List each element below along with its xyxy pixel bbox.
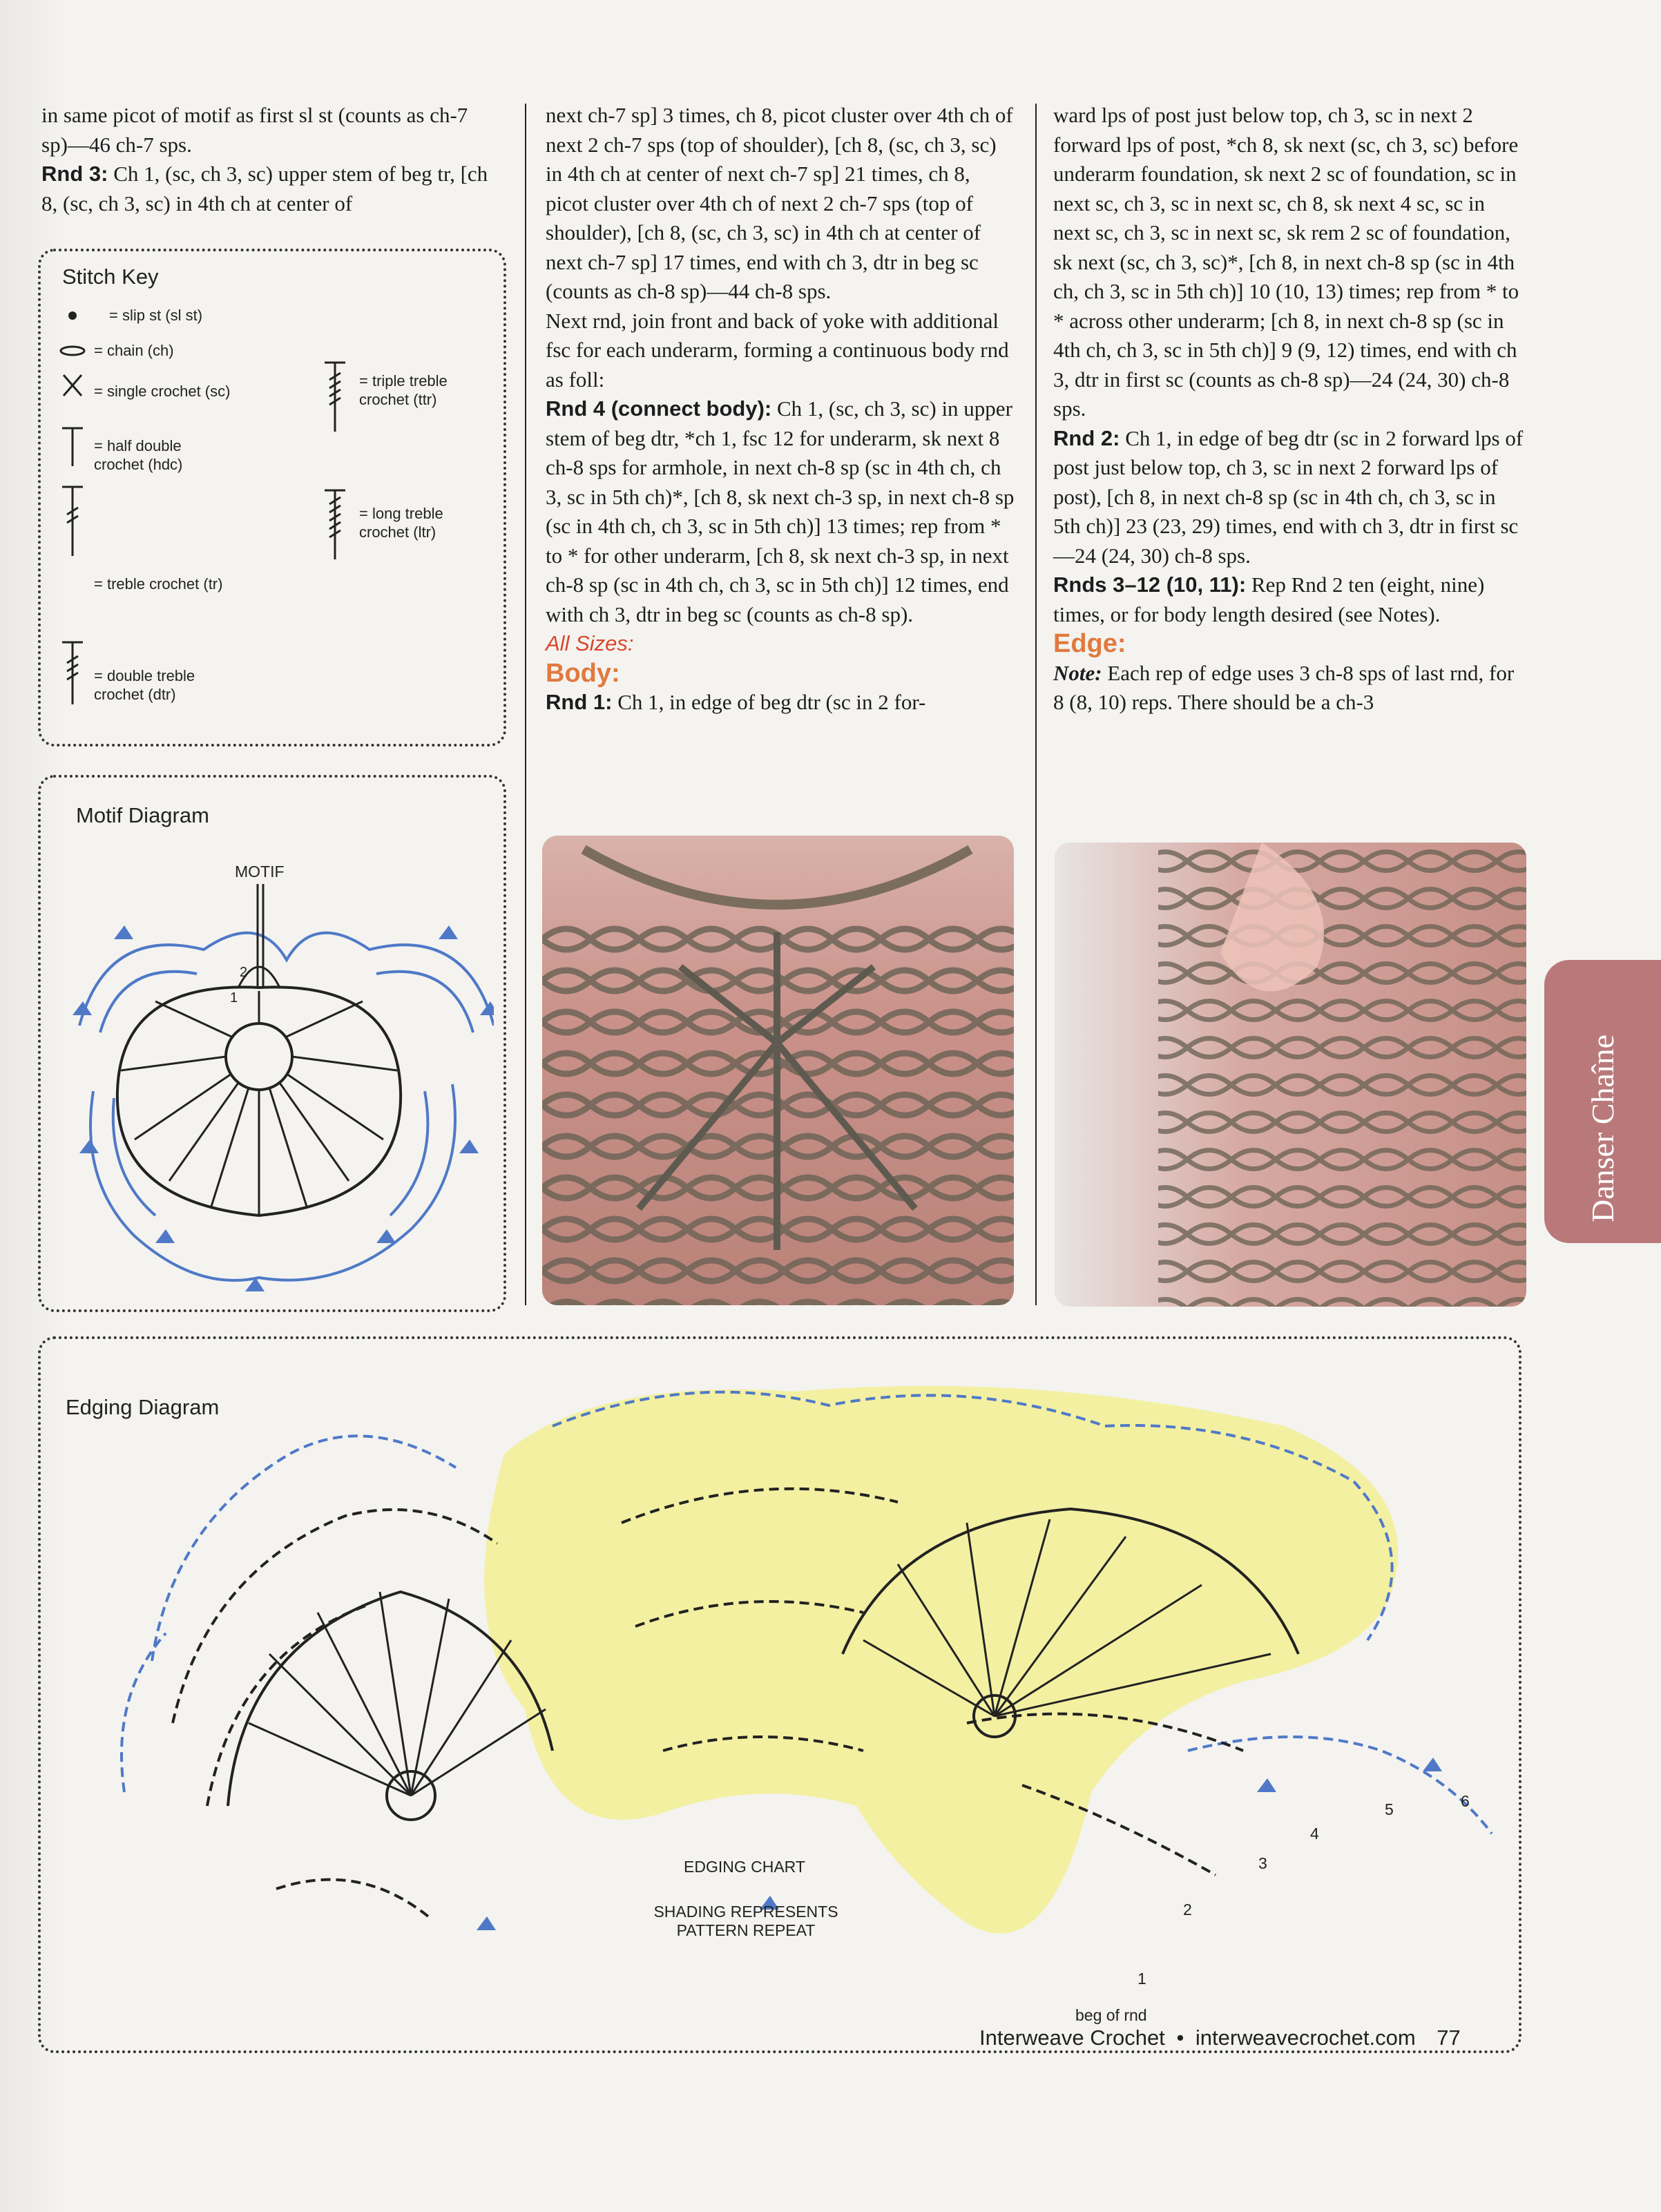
section-tab [1544,960,1661,1243]
edging-step-6: 6 [1461,1792,1470,1810]
ltr-symbol [325,490,345,559]
key-ttr: = triple treble crochet (ttr) [359,372,448,408]
pattern-repeat-shading [484,1386,1398,1934]
column-divider [1035,104,1037,1305]
motif-round-1: 1 [230,990,238,1006]
motif-diagram [52,884,494,1298]
paragraph: next ch-7 sp] 3 times, ch 8, picot cluster over 4th ch of next 2 ch-7 sps (top of shoulder), [ch 8, (sc, ch 3, sc) in 4th ch at center of next ch-7 sp] 21 times, ch 8, picot cluster over 4th ch of next 2 ch-7 sps (top of shoulder), [ch 8, (sc, ch 3, sc) in 4th ch at center of next ch-7 sp] 17 times, end with ch 3, dtr in beg sc (counts as ch-8 sp)—44 ch-8 sps. [546,103,1013,303]
round-label: Rnd 2: [1053,425,1120,450]
key-hdc: = half double crochet (hdc) [94,437,183,473]
tr-symbol [62,487,83,556]
paragraph [1053,570,1526,629]
lace-pattern-image [542,836,1014,1305]
paragraph [1053,659,1526,718]
key-tr: = treble crochet (tr) [94,575,223,593]
edging-step-3: 3 [1258,1854,1267,1872]
shading-note: SHADING REPRESENTS PATTERN REPEAT [653,1903,838,1939]
photo-body-mesh [1055,843,1526,1307]
motif-label: MOTIF [235,863,285,881]
mesh-pattern-image [1055,843,1526,1307]
edging-step-2: 2 [1183,1901,1192,1918]
round-text: Ch 1, in edge of beg dtr (sc in 2 forward lps of post just below top, ch 3, sc in next 2 forward lps of post), [ch 8, in next ch-8 sp (sc in 4th ch, ch 3, sc in 5th ch)] 23 (23, 29) times, end with ch 3, dtr in first sc—24 (24, 30) ch-8 sps. [1053,425,1524,568]
paragraph [546,688,1015,718]
edging-step-4: 4 [1310,1825,1319,1843]
paragraph [41,160,497,218]
round-text: Ch 1, (sc, ch 3, sc) in upper stem of beg dtr, *ch 1, fsc 12 for underarm, sk next 8 ch-8 sps for armhole, in next ch-8 sp (sc in 4th ch, ch 3, sc in 5th ch)*, [ch 8, sk next ch-3 sp, in next ch-8 sp (sc in 4th ch, ch 3, sc in 5th ch)] 13 times; rep from * to * for other underarm, [ch 8, sk next ch-3 sp, in next ch-8 sp (sc in 4th ch, ch 3, sc in 5th ch)] 12 times, end with ch 3, dtr in beg sc (counts as ch-8 sp). [546,396,1015,626]
paragraph [546,394,1015,629]
page-footer [979,2026,1461,2050]
note-text: Each rep of edge uses 3 ch-8 sps of last rnd, for 8 (8, 10) reps. There should be a ch-3 [1053,660,1515,714]
paragraph [1053,424,1526,571]
hdc-symbol [62,428,83,466]
beg-of-round-label: beg of rnd [1075,2006,1147,2024]
stitch-key-title: Stitch Key [62,265,159,289]
round-label: Rnd 3: [41,162,108,186]
round-text: Rep Rnd 2 ten (eight, nine) times, or for body length desired (see Notes). [1053,573,1485,626]
dtr-symbol [62,642,83,704]
subhead-all-sizes: All Sizes: [546,631,634,655]
magazine-name: Interweave Crochet [979,2026,1165,2050]
ttr-symbol [325,363,345,432]
subhead-edge: Edge: [1053,629,1126,658]
key-dtr: = double treble crochet (dtr) [94,667,195,703]
column-3-text [1053,101,1526,718]
photo-back-yoke [542,836,1014,1305]
column-divider [525,104,526,1305]
motif-round-2: 2 [240,965,248,980]
paragraph: in same picot of motif as first sl st (counts as ch-7 sp)—46 ch-7 sps. [41,103,468,157]
single-crochet-symbol [64,375,81,396]
edging-step-5: 5 [1385,1800,1394,1818]
motif-diagram-title: Motif Diagram [76,803,209,827]
website: interweavecrochet.com [1195,2026,1416,2050]
paragraph: ward lps of post just below top, ch 3, sc in next 2 forward lps of post, *ch 8, sk next (sc, ch 3, sc) before underarm foundation, sk next 2 sc of foundation, sc in next sc, ch 3, sc in next sc, ch 8, sk next 4 sc, sc in next sc, ch 3, sc in next sc, sk rem 2 sc of foundation, sk next (sc, ch 3, sc)*, [ch 8, in next ch-8 sp (sc in 4th ch, ch 3, sc in 5th ch)] 10 (10, 13) times; rep from * to * across other underarm; [ch 8, in next ch-8 sp (sc in 4th ch, ch 3, sc in 5th ch)] 9 (9, 12) times, end with ch 3, dtr in first sc (counts as ch-8 sp)—24 (24, 30) ch-8 sps. [1053,103,1519,421]
key-slip-st: = slip st (sl st) [109,307,203,324]
footer-bullet: • [1176,2026,1184,2050]
edging-chart-label: EDGING CHART [684,1858,805,1876]
chain-symbol [61,347,84,355]
edging-step-1: 1 [1137,1970,1146,1988]
key-sc: = single crochet (sc) [94,383,231,400]
column-2-text [546,101,1015,718]
round-label: Rnd 4 (connect body): [546,396,772,421]
paragraph: Next rnd, join front and back of yoke with additional fsc for each underarm, forming a continuous body rnd as foll: [546,308,1009,392]
round-label: Rnd 1: [546,690,613,714]
column-1-text [41,101,497,218]
round-text: Ch 1, (sc, ch 3, sc) upper stem of beg tr, [ch 8, (sc, ch 3, sc) in 4th ch at center of [41,162,488,215]
edging-diagram-title: Edging Diagram [66,1395,220,1419]
key-chain: = chain (ch) [94,342,174,359]
key-ltr: = long treble crochet (ltr) [359,505,443,541]
subhead-body: Body: [546,658,620,688]
section-tab-label: Danser Chaîne [1585,1034,1620,1222]
slip-stitch-symbol [68,311,77,320]
round-text: Ch 1, in edge of beg dtr (sc in 2 for- [612,690,926,714]
page-number: 77 [1437,2026,1461,2050]
round-label: Rnds 3–12 (10, 11): [1053,573,1247,597]
note-label: Note: [1053,660,1102,685]
